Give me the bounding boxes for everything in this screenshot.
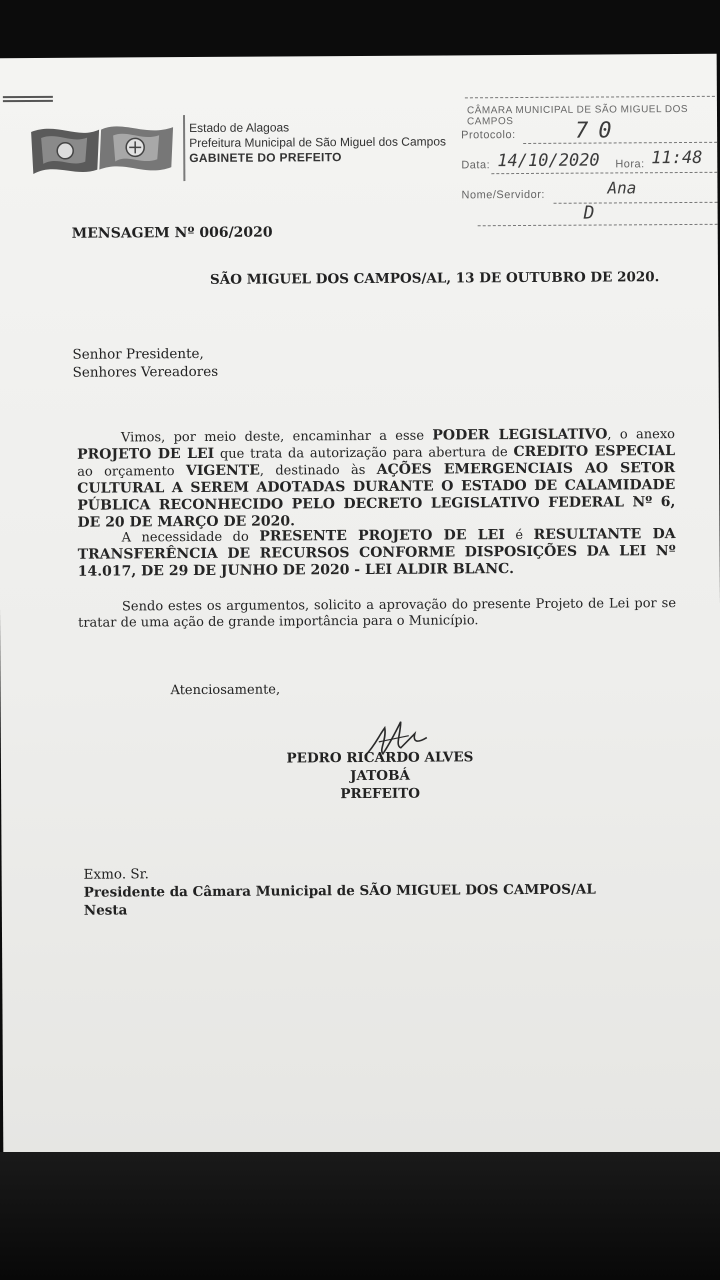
stamp-date-label: Data: xyxy=(461,159,491,172)
document-page xyxy=(0,54,720,1158)
p1-bold-b: PODER LEGISLATIVO xyxy=(432,426,608,444)
stamp-top-line xyxy=(465,96,715,100)
stamp-employee-line xyxy=(554,202,718,205)
p1-text-g: ao orçamento xyxy=(77,464,186,480)
p1-text-a: Vimos, por meio deste, encaminhar a esse xyxy=(120,428,433,446)
p2-text-a: A necessidade do xyxy=(121,529,260,546)
header-divider xyxy=(183,115,185,181)
salutation-line-2: Senhores Vereadores xyxy=(72,363,219,381)
stamp-date-value: 14/10/2020 xyxy=(497,150,600,172)
p2-text-c: é xyxy=(504,527,534,544)
message-number: MENSAGEM Nº 006/2020 xyxy=(71,224,273,242)
signer xyxy=(257,748,503,804)
addressee-line-2: Presidente da Câmara Municipal de SÃO MIGUEL DOS CAMPOS/AL xyxy=(83,881,596,901)
stamp-bottom-line xyxy=(478,224,718,227)
stamp-employee-label: Nome/Servidor: xyxy=(461,188,545,202)
p1-bold-d: PROJETO DE LEI xyxy=(77,445,215,463)
stamp-time-label: Hora: xyxy=(615,158,645,171)
stamp-title: CÂMARA MUNICIPAL DE SÃO MIGUEL DOS CAMPOS xyxy=(466,103,689,128)
p1-bold-j: AÇÕES EMERGENCIAIS AO SETOR CULTURAL A SEREM ADOTADAS DURANTE O ESTADO DE CALAMIDADE PÚBLICA RECONHECIDO PELO DECRETO LEGISLATIVO FEDERAL Nº 6, DE 20 DE MARÇO DE 2020. xyxy=(77,460,676,531)
flag-logo-icon xyxy=(27,117,177,184)
paragraph-2 xyxy=(78,526,676,581)
letterhead xyxy=(189,119,446,166)
signer-name: PEDRO RICARDO ALVES JATOBÁ xyxy=(286,749,474,785)
salutation xyxy=(72,345,218,382)
p1-bold-h: VIGENTE xyxy=(185,462,260,480)
letterhead-office: GABINETE DO PREFEITO xyxy=(189,150,342,166)
letterhead-state: Estado de Alagoas xyxy=(189,120,290,136)
addressee-line-1: Exmo. Sr. xyxy=(83,866,149,883)
addressee xyxy=(84,863,596,920)
paragraph-1 xyxy=(77,426,676,532)
dateline: SÃO MIGUEL DOS CAMPOS/AL, 13 DE OUTUBRO DE 2020. xyxy=(209,269,660,288)
stamp-protocol-value: 70 xyxy=(575,118,622,144)
stamp-initials: D xyxy=(583,202,595,224)
salutation-line-1: Senhor Presidente, xyxy=(72,345,204,363)
signer-title: PREFEITO xyxy=(340,785,421,803)
addressee-line-3: Nesta xyxy=(83,902,128,919)
corner-mark xyxy=(3,96,53,102)
letterhead-city: Prefeitura Municipal de São Miguel dos Campos xyxy=(189,134,447,151)
protocol-stamp xyxy=(457,92,720,234)
p1-text-i: , destinado às xyxy=(259,462,377,479)
paragraph-3: Sendo estes os argumentos, solicito a aprovação do presente Projeto de Lei por se tratar de uma ação de grande importância para o Município. xyxy=(78,596,677,631)
p1-text-c: , o anexo xyxy=(607,427,676,443)
stamp-date-line xyxy=(491,172,717,175)
stamp-time-value: 11:48 xyxy=(651,147,703,169)
closing: Atenciosamente, xyxy=(170,682,281,699)
background-surface xyxy=(0,1152,720,1280)
stamp-protocol-label: Protocolo: xyxy=(461,129,516,142)
stamp-employee-value: Ana xyxy=(607,178,637,198)
p2-bold-d: RESULTANTE DA TRANSFERÊNCIA DE RECURSOS CONFORME DISPOSIÇÕES DA LEI Nº 14.017, DE 29 DE JUNHO DE 2020 - LEI ALDIR BLANC. xyxy=(77,526,676,580)
p2-bold-b: PRESENTE PROJETO DE LEI xyxy=(259,527,505,545)
p1-bold-f: CREDITO ESPECIAL xyxy=(513,443,676,461)
p1-text-e: que trata da autorização para abertura de xyxy=(214,445,514,462)
